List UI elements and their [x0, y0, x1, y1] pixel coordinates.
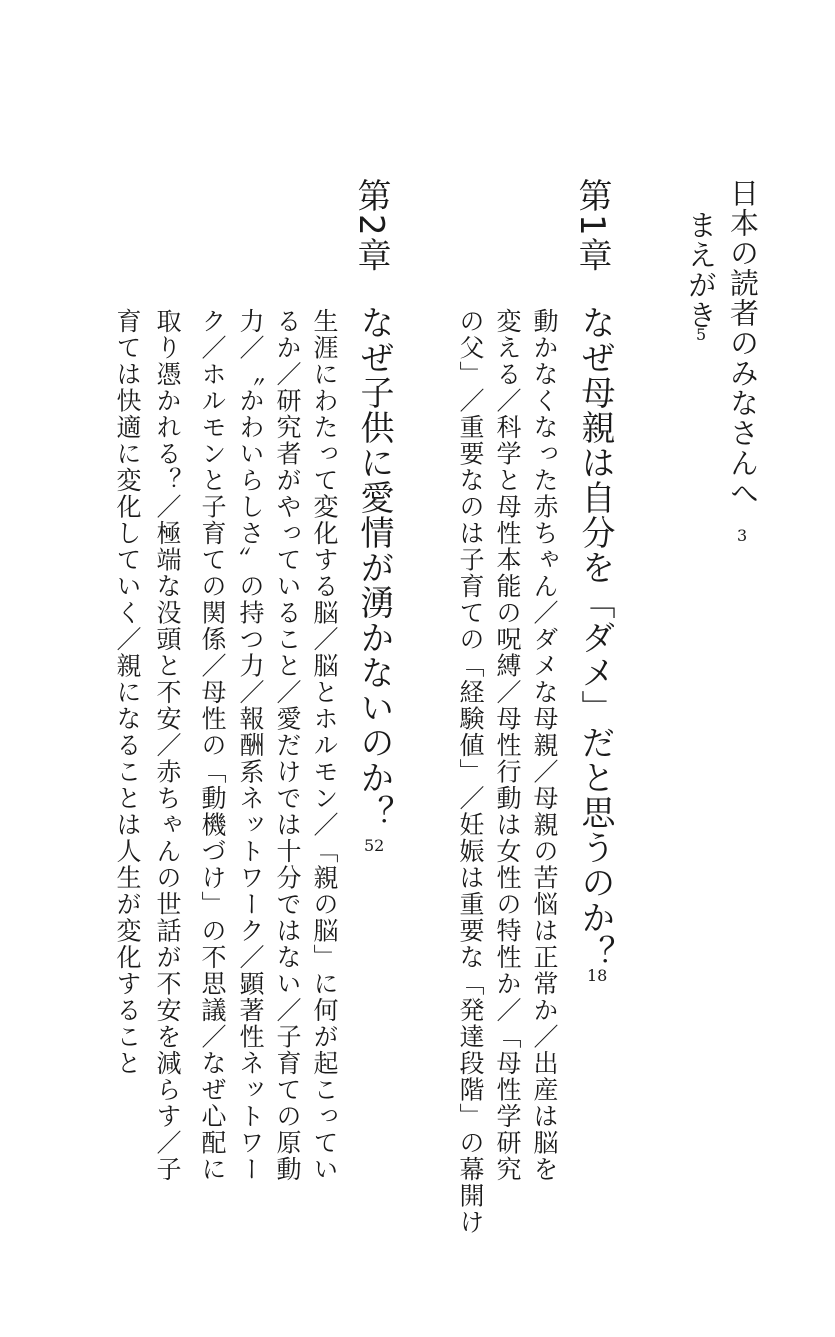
section-line: 生涯にわたって変化する脳／脳とホルモン／「親の脳」に何が起こってい — [310, 308, 339, 1183]
section-line: るか／研究者がやっていること／愛だけでは十分ではない／子育ての原動 — [273, 308, 302, 1183]
toc-entry-page: 5 — [696, 325, 707, 344]
section-line: ク／ホルモンと子育ての関係／母性の「動機づけ」の不思議／なぜ心配に — [198, 308, 227, 1183]
chapter-title: なぜ子供に愛情が湧かないのか？ — [354, 305, 394, 830]
section-line: 育ては快適に変化していく／親になることは人生が変化すること — [113, 308, 142, 1077]
chapter-label: 第1章 — [572, 178, 612, 274]
chapter-label: 第2章 — [351, 178, 391, 274]
toc-entry-title: 日本の読者のみなさんへ — [726, 178, 760, 508]
toc-entry-title: まえがき — [684, 210, 718, 330]
chapter-title: なぜ母親は自分を「ダメ」だと思うのか？ — [575, 305, 615, 970]
section-line: 取り憑かれる？／極端な没頭と不安／赤ちゃんの世話が不安を減らす／子 — [153, 308, 182, 1183]
section-line: 動かなくなった赤ちゃん／ダメな母親／母親の苦悩は正常か／出産は脳を — [530, 308, 559, 1183]
section-line: 変える／科学と母性本能の呪縛／母性行動は女性の特性か／「母性学研究 — [493, 308, 522, 1183]
chapter-page: 52 — [364, 836, 385, 855]
chapter-page: 18 — [587, 966, 608, 985]
section-line: の父」／重要なのは子育ての「経験値」／妊娠は重要な「発達段階」の幕開け — [456, 308, 485, 1236]
section-line: 力／〝かわいらしさ〟の持つ力／報酬系ネットワーク／顕著性ネットワー — [236, 308, 265, 1183]
toc-entry-page: 3 — [737, 526, 748, 545]
